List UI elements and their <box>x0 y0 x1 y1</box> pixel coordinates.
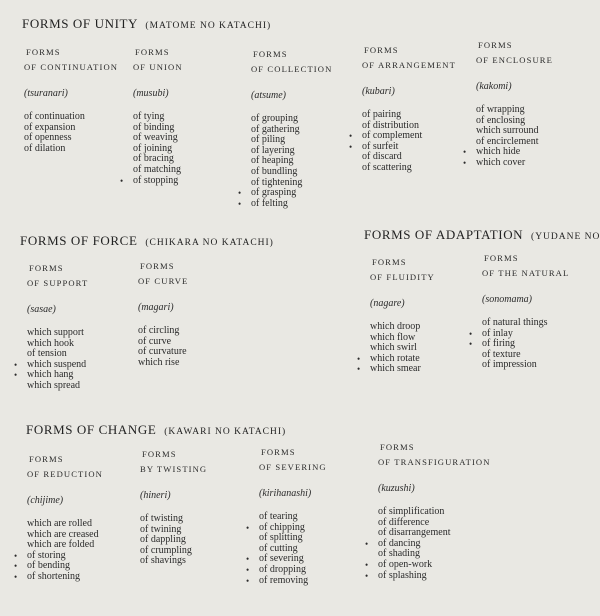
column-severing <box>246 446 377 586</box>
list-item-text: of splashing <box>378 569 427 581</box>
column-heading-line2: OF REDUCTION <box>27 469 103 479</box>
list-item: of circling <box>138 325 180 336</box>
list-item-marked <box>463 156 594 169</box>
bullet-icon: • <box>469 339 473 350</box>
column-support <box>14 262 145 392</box>
section-subtitle-unity: (MATOME NO KATACHI) <box>145 21 272 31</box>
bullet-icon: • <box>14 359 18 370</box>
list-item: which are folded <box>27 539 95 551</box>
list-item: of continuation <box>24 111 85 122</box>
column-heading-line1: FORMS <box>478 40 513 50</box>
list-item: which rise <box>138 356 180 368</box>
list-item: of simplification <box>378 506 445 517</box>
list-item: of joining <box>133 142 173 154</box>
japanese-term: (kakomi) <box>476 81 512 92</box>
bullet-icon: • <box>357 353 361 364</box>
list-item-marked <box>357 363 488 375</box>
list-item-marked <box>246 574 377 587</box>
list-item-text: of shortening <box>27 570 81 582</box>
column-heading-line1: FORMS <box>26 47 61 57</box>
column-heading-line1: FORMS <box>372 257 407 267</box>
list-item-text: which hide <box>476 146 521 158</box>
bullet-icon: • <box>463 147 467 158</box>
form-list <box>14 518 145 583</box>
list-item-text: which suspend <box>27 358 87 370</box>
list-item-text: which hang <box>27 369 74 381</box>
list-item-marked <box>14 570 145 583</box>
column-heading-line2: OF SEVERING <box>259 462 327 472</box>
list-item: of tying <box>133 111 165 122</box>
list-item: of dappling <box>140 534 186 546</box>
column-heading-line1: FORMS <box>253 49 288 59</box>
list-item: of gathering <box>251 123 300 135</box>
form-list <box>14 327 145 392</box>
list-item: which surround <box>476 125 539 137</box>
list-item: of distribution <box>362 119 419 131</box>
section-title-change <box>26 422 286 438</box>
list-item: of layering <box>251 144 295 156</box>
list-item: of twisting <box>140 513 184 524</box>
form-list <box>246 511 377 586</box>
bullet-icon: • <box>120 175 124 186</box>
section-subtitle-adaptation: (YUDANE NO <box>531 232 600 242</box>
list-item: which flow <box>370 331 416 343</box>
column-heading-line2: OF UNION <box>133 62 183 72</box>
bullet-icon: • <box>246 522 250 533</box>
japanese-term: (kirihanashi) <box>259 488 312 499</box>
column-heading-line2: OF SUPPORT <box>27 278 89 288</box>
column-twisting <box>140 448 258 567</box>
section-title-change-text: FORMS OF CHANGE <box>26 422 157 437</box>
list-item: of curvature <box>138 346 187 358</box>
list-item: of shading <box>378 548 420 560</box>
column-union <box>120 46 251 186</box>
bullet-icon: • <box>238 198 242 209</box>
list-item: of bundling <box>251 165 298 177</box>
column-heading-line1: FORMS <box>29 454 64 464</box>
section-title-unity-text: FORMS OF UNITY <box>22 16 138 31</box>
list-item-text: of surfeit <box>362 140 399 152</box>
column-curve <box>138 260 256 368</box>
section-subtitle-change: (KAWARI NO KATACHI) <box>164 427 287 437</box>
list-item: of wrapping <box>476 104 525 115</box>
form-list <box>138 326 256 368</box>
list-item: of crumpling <box>140 544 192 556</box>
list-item-text: of inlay <box>482 327 513 339</box>
list-item: of grouping <box>251 113 298 124</box>
list-item: of tearing <box>259 511 298 522</box>
column-continuation <box>24 46 142 154</box>
list-item-text: of severing <box>259 553 304 565</box>
japanese-term: (chijime) <box>27 495 64 506</box>
list-item: of cutting <box>259 542 298 554</box>
list-item: of scattering <box>362 161 412 173</box>
list-item-text: which smear <box>370 363 421 375</box>
bullet-icon: • <box>246 554 250 565</box>
list-item-text: of complement <box>362 130 423 142</box>
list-item-text: which rotate <box>370 352 420 364</box>
list-item: which droop <box>370 321 421 332</box>
column-enclosure <box>463 39 594 169</box>
bullet-icon: • <box>357 364 361 375</box>
bullet-icon: • <box>365 570 369 581</box>
bullet-icon: • <box>349 131 353 142</box>
list-item: which spread <box>27 379 81 391</box>
form-list <box>120 111 251 186</box>
list-item: which hook <box>27 337 74 349</box>
list-item-text: of open-work <box>378 558 433 570</box>
column-transfiguration <box>365 441 496 581</box>
list-item: of binding <box>133 121 175 133</box>
form-list <box>463 104 594 169</box>
column-heading-line2: OF COLLECTION <box>251 64 333 74</box>
column-heading-line1: FORMS <box>364 45 399 55</box>
column-heading-line2: OF FLUIDITY <box>370 272 435 282</box>
japanese-term: (nagare) <box>370 298 405 309</box>
list-item: of encirclement <box>476 135 539 147</box>
list-item: of curve <box>138 335 172 347</box>
list-item-text: of dancing <box>378 537 421 549</box>
list-item-marked <box>365 569 496 582</box>
japanese-term: (atsume) <box>251 90 286 101</box>
bullet-icon: • <box>14 370 18 381</box>
list-item-text: of stopping <box>133 174 179 186</box>
form-list <box>24 112 142 154</box>
list-item-text: of bending <box>27 560 71 572</box>
column-heading-line2: OF ARRANGEMENT <box>362 60 456 70</box>
list-item: of tightening <box>251 176 303 188</box>
column-heading-line2: OF CONTINUATION <box>24 62 119 72</box>
column-heading-line1: FORMS <box>135 47 170 57</box>
bullet-icon: • <box>365 538 369 549</box>
list-item: of impression <box>482 359 537 371</box>
bullet-icon: • <box>14 561 18 572</box>
list-item-text: of removing <box>259 574 309 586</box>
form-list <box>365 506 496 581</box>
list-item: which swirl <box>370 342 417 354</box>
japanese-term: (hineri) <box>140 490 171 501</box>
list-item-text: of felting <box>251 197 288 209</box>
list-item-text: of storing <box>27 549 66 561</box>
list-item: which are creased <box>27 528 99 540</box>
list-item: of natural things <box>482 317 548 328</box>
list-item: of twining <box>140 523 182 535</box>
list-item: of difference <box>378 516 430 528</box>
list-item: of openness <box>24 132 72 144</box>
bullet-icon: • <box>365 559 369 570</box>
list-item: of piling <box>251 134 286 146</box>
section-title-force <box>20 233 274 249</box>
list-item-marked <box>238 197 369 210</box>
list-item-text: of firing <box>482 338 516 350</box>
list-item: of weaving <box>133 132 178 144</box>
column-heading-line2: OF TRANSFIGURATION <box>378 457 491 467</box>
column-fluidity <box>357 256 488 375</box>
column-heading-line2: OF ENCLOSURE <box>476 55 553 65</box>
column-natural <box>469 252 600 371</box>
list-item: of shavings <box>140 555 186 567</box>
list-item-text: of dropping <box>259 563 306 575</box>
list-item: of heaping <box>251 155 294 167</box>
column-heading-line2: BY TWISTING <box>140 464 208 474</box>
column-heading-line2: OF CURVE <box>138 276 189 286</box>
bullet-icon: • <box>349 141 353 152</box>
column-heading-line2: OF THE NATURAL <box>482 268 570 278</box>
column-collection <box>238 48 369 209</box>
list-item: of pairing <box>362 109 402 120</box>
column-heading-line1: FORMS <box>29 263 64 273</box>
bullet-icon: • <box>14 571 18 582</box>
list-item: of texture <box>482 348 521 360</box>
japanese-term: (kubari) <box>362 86 395 97</box>
column-heading-line1: FORMS <box>142 449 177 459</box>
bullet-icon: • <box>238 188 242 199</box>
section-title-adaptation-text: FORMS OF ADAPTATION <box>364 227 524 242</box>
column-heading-line1: FORMS <box>484 253 519 263</box>
japanese-term: (sasae) <box>27 304 56 315</box>
section-subtitle-force: (CHIKARA NO KATACHI) <box>145 238 274 248</box>
list-item: of dilation <box>24 142 66 154</box>
section-title-force-text: FORMS OF FORCE <box>20 233 138 248</box>
list-item: which support <box>27 327 84 338</box>
form-list <box>469 317 600 371</box>
list-item: of disarrangement <box>378 527 451 539</box>
japanese-term: (sonomama) <box>482 294 532 305</box>
list-item-text: which cover <box>476 156 526 168</box>
list-item: of matching <box>133 163 182 175</box>
list-item-marked <box>120 174 251 187</box>
list-item: which are rolled <box>27 518 92 529</box>
bullet-icon: • <box>246 564 250 575</box>
bullet-icon: • <box>246 575 250 586</box>
column-reduction <box>14 453 145 583</box>
column-heading-line1: FORMS <box>140 261 175 271</box>
form-list <box>238 113 369 209</box>
list-item: of tension <box>27 348 67 360</box>
bullet-icon: • <box>463 157 467 168</box>
japanese-term: (kuzushi) <box>378 483 415 494</box>
list-item: of enclosing <box>476 114 526 126</box>
list-item: of discard <box>362 151 402 163</box>
list-item: of expansion <box>24 121 76 133</box>
bullet-icon: • <box>469 328 473 339</box>
section-title-unity <box>22 16 271 32</box>
list-item-text: of grasping <box>251 187 297 199</box>
form-list <box>140 514 258 567</box>
column-heading-line1: FORMS <box>380 442 415 452</box>
section-title-adaptation <box>364 227 600 243</box>
list-item-text: of chipping <box>259 521 305 533</box>
bullet-icon: • <box>14 550 18 561</box>
japanese-term: (musubi) <box>133 88 169 99</box>
column-heading-line1: FORMS <box>261 447 296 457</box>
list-item: of splitting <box>259 532 303 544</box>
japanese-term: (magari) <box>138 302 174 313</box>
list-item: of bracing <box>133 153 174 165</box>
japanese-term: (tsuranari) <box>24 88 68 99</box>
